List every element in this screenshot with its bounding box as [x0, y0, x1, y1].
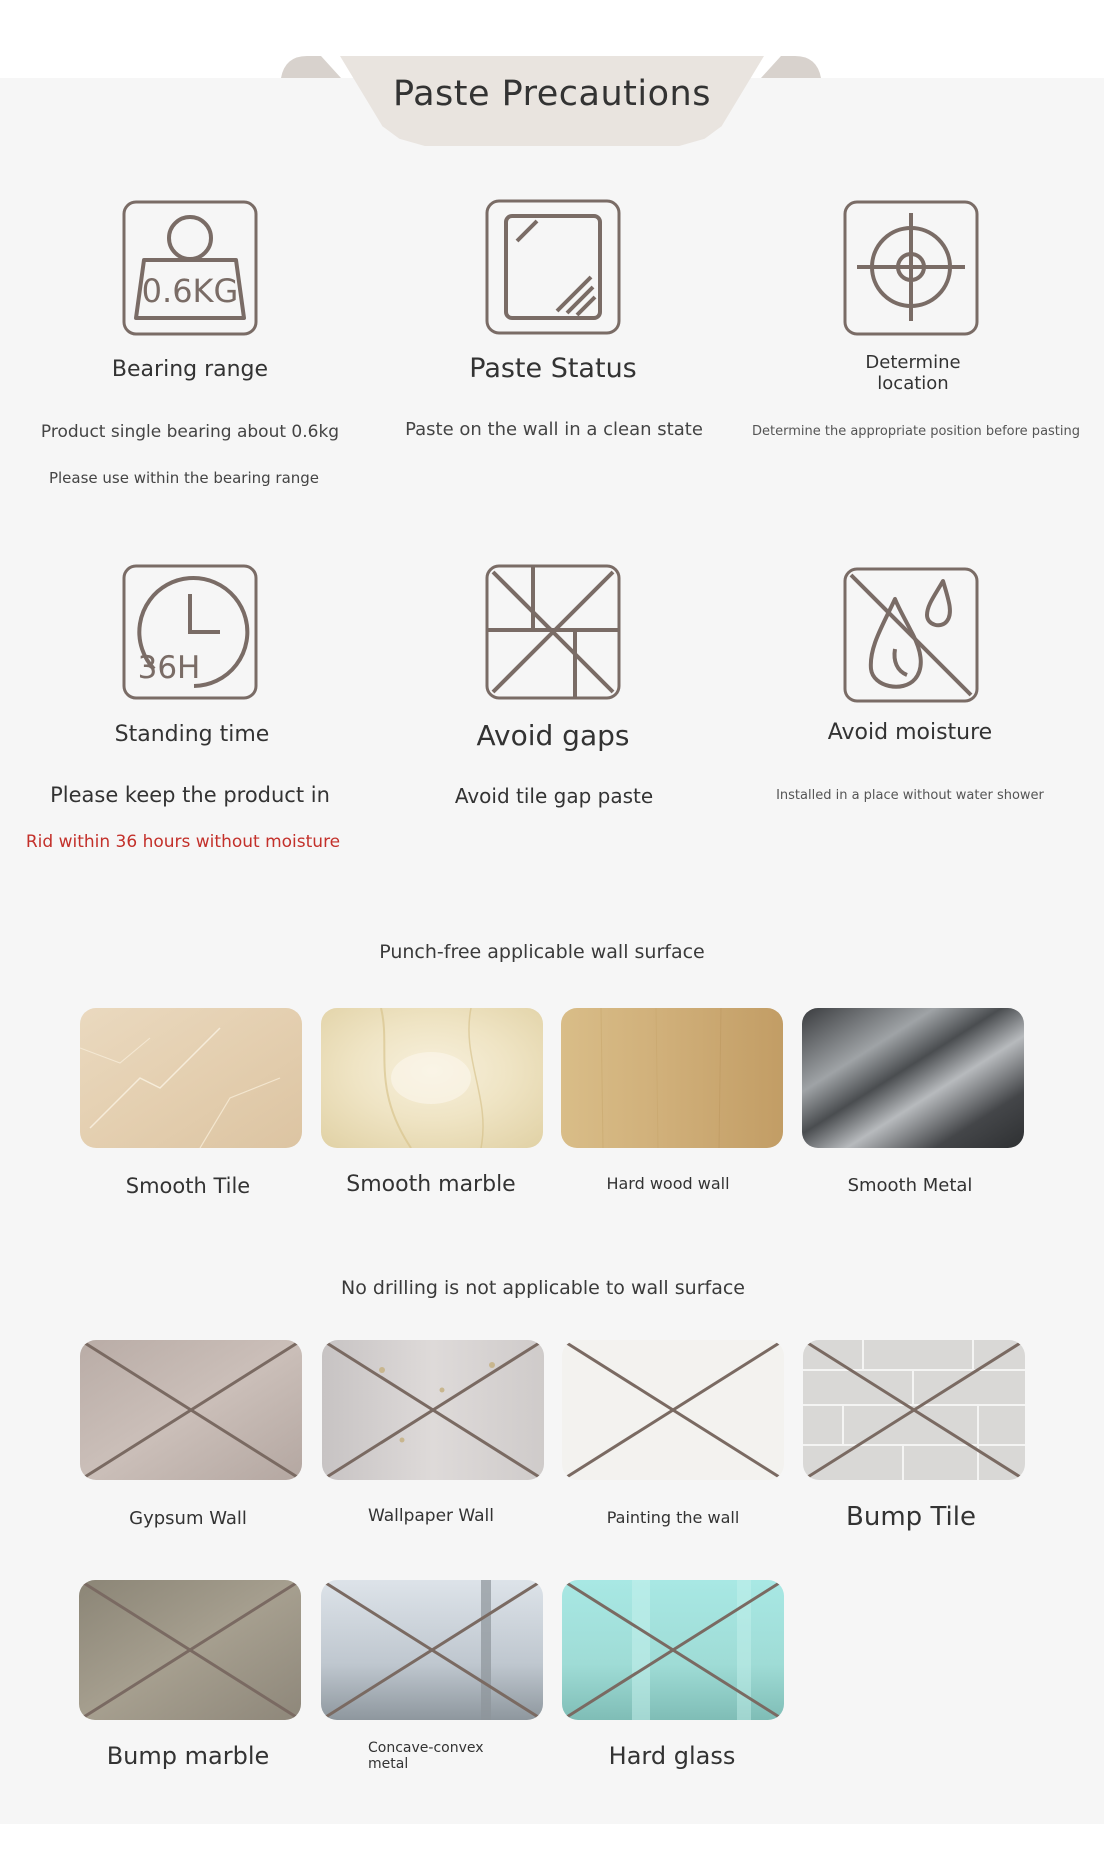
label-smooth-metal: Smooth Metal [847, 1175, 973, 1196]
feature-desc-paste-status: Paste on the wall in a clean state [405, 419, 703, 440]
feature-desc-gaps: Avoid tile gap paste [454, 784, 654, 808]
swatch-hard-wood [561, 1008, 783, 1148]
label-concave-metal: Concave-convex metal [368, 1740, 484, 1772]
applicable-heading: Punch-free applicable wall surface [379, 941, 705, 963]
feature-title-gaps: Avoid gaps [476, 719, 630, 752]
feature-title-moisture: Avoid moisture [827, 720, 993, 745]
label-hard-glass: Hard glass [608, 1742, 736, 1770]
crosshair-icon [843, 200, 979, 336]
weight-icon-label: 0.6KG [141, 272, 239, 310]
swatch-bump-marble [79, 1580, 301, 1720]
swatch-smooth-tile [80, 1008, 302, 1148]
feature-desc-moisture: Installed in a place without water shower [776, 788, 1044, 803]
swatch-gypsum [80, 1340, 302, 1480]
feature-desc-bearing: Product single bearing about 0.6kg [40, 422, 340, 442]
swatch-hard-glass [562, 1580, 784, 1720]
label-smooth-tile: Smooth Tile [125, 1174, 251, 1198]
label-bump-tile: Bump Tile [846, 1502, 976, 1532]
feature-title-location: Determine location [865, 352, 961, 394]
swatch-painting [562, 1340, 784, 1480]
no-water-icon [843, 567, 979, 703]
label-smooth-marble: Smooth marble [346, 1172, 516, 1197]
swatch-wallpaper [322, 1340, 544, 1480]
label-wallpaper: Wallpaper Wall [367, 1506, 495, 1526]
tile-gap-icon [485, 564, 621, 700]
label-painting: Painting the wall [606, 1508, 740, 1527]
feature-title-paste-status: Paste Status [469, 353, 637, 384]
label-hard-wood: Hard wood wall [606, 1174, 730, 1193]
page-title: Paste Precautions [393, 74, 711, 114]
feature-desc-bearing-2: Please use within the bearing range [48, 469, 320, 487]
swatch-smooth-marble [321, 1008, 543, 1148]
swatch-bump-tile [803, 1340, 1025, 1480]
label-bump-marble: Bump marble [106, 1742, 270, 1770]
label-gypsum: Gypsum Wall [129, 1508, 247, 1529]
feature-desc-standing: Please keep the product in [50, 783, 330, 807]
not-applicable-heading: No drilling is not applicable to wall surface [341, 1277, 745, 1299]
feature-title-standing: Standing time [114, 722, 270, 747]
clock-icon [122, 564, 258, 700]
feature-title-bearing: Bearing range [111, 357, 269, 382]
clock-icon-label: 36H [137, 650, 201, 686]
swatch-smooth-metal [802, 1008, 1024, 1148]
feature-note-standing: Rid within 36 hours without moisture [25, 832, 341, 852]
mirror-icon [485, 199, 621, 335]
swatch-concave-metal [321, 1580, 543, 1720]
feature-desc-location: Determine the appropriate position before pasting [752, 424, 1081, 439]
weight-icon [122, 200, 258, 336]
